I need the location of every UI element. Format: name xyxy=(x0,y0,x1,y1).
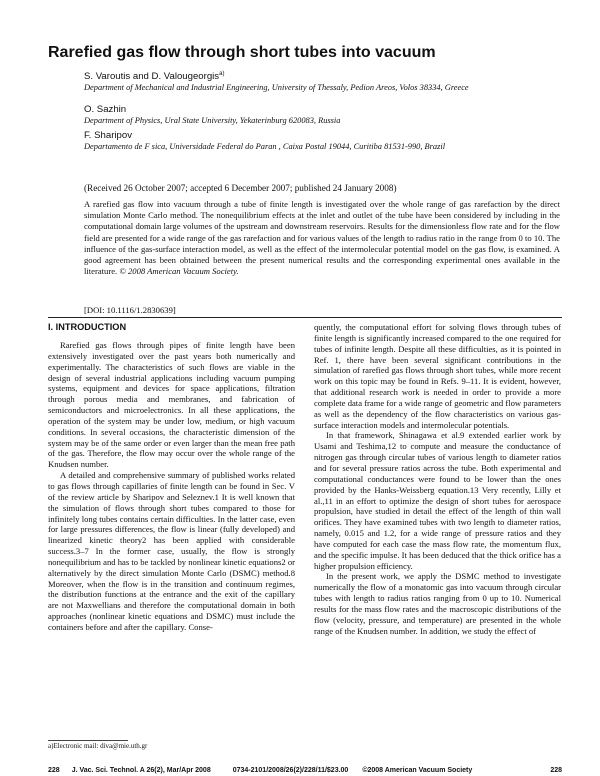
header-rule xyxy=(48,317,562,318)
section-heading: I. INTRODUCTION xyxy=(48,322,127,332)
paragraph: quently, the computational effort for solving flows through tubes of finite length is significantly increased compared to the one required for tubes of infinite length. Despite all these difficulties, as it is pointed in Ref. 1, there have been several significant contributions in the simulation of rarefied gas flows through short tubes, while more recent work on this topic may be found in Refs. 9–11. It is evident, however, that additional research work is needed in order to provide a more complete data frame for a wide range of geometric and flow parameters as well as the dependency of the flow characteristics on various gas-surface interaction models and intermolecular potentials. xyxy=(314,322,561,430)
paragraph: In the present work, we apply the DSMC method to investigate numerically the flow of a monatomic gas into vacuum through circular tubes with length to radius ratios ranging from 0 up to 10. Numerical results for the mass flow rates and the macroscopic distributions of the flow (velocity, pressure, and temperature) are presented in the whole range of the Knudsen number. In addition, we study the effect of xyxy=(314,571,561,636)
footnote-rule xyxy=(48,740,128,741)
author-footnote-mark: a) xyxy=(219,71,225,77)
footnote: a)Electronic mail: diva@mie.uth.gr xyxy=(48,742,148,750)
article-code: 0734-2101/2008/26(2)/228/11/$23.00 xyxy=(232,767,349,774)
publication-dates: (Received 26 October 2007; accepted 6 December 2007; published 24 January 2008) xyxy=(84,183,397,193)
page-footer xyxy=(48,767,562,774)
paper-title: Rarefied gas flow through short tubes into vacuum xyxy=(48,44,436,61)
paragraph: A detailed and comprehensive summary of published works related to gas flows through capillaries of finite length can be found in Sec. V of the review article by Sharipov and Seleznev.1 It is well known that the simulation of flows through short tubes compared to those for infinitely long tubes contains certain difficulties. In the latter case, even for large pressures differences, the flow is linear (fully developed) and linearized kinetic theory2 has been applied with considerable success.3–7 In the former case, usually, the flow is strongly nonequilibrium and has to be tackled by nonlinear kinetic equations2 or alternatively by the direct simulation Monte Carlo (DSMC) method.8 Moreover, when the flow is in the transition and continuum regimes, the distribution functions at the entrance and the exit of the capillary are not Maxwellians and therefore the computational domain in both approaches (nonlinear kinetic equations and DSMC) must include the containers before and after the capillary. Conse- xyxy=(48,470,295,632)
page-number-right: 228 xyxy=(550,767,562,774)
author-block-3 xyxy=(84,130,560,153)
author-affiliation: Departamento de F sica, Universidade Federal do Paran , Caixa Postal 19044, Curitiba 81531-990, Brazil xyxy=(84,142,446,151)
author-names: F. Sharipov xyxy=(84,130,132,141)
author-names: S. Varoutis and D. Valougeorgis xyxy=(84,71,220,83)
author-affiliation: Department of Mechanical and Industrial Engineering, University of Thessaly, Pedion Areos, Volos 38334, Greece xyxy=(84,83,469,93)
abstract-text: A rarefied gas flow into vacuum through a tube of finite length is investigated over the whole range of gas rarefaction by the direct simulation Monte Carlo method. The nonequilibrium effects at the inlet and outlet of the tube have been considered by including in the computational domain large volumes of the upstream and downstream reservoirs. Results for the dimensionless flow rate and for the flow field are presented for a wide range of the gas rarefaction and for various values of the length to radius ratio in the range from 0 to 10. The influence of the gas-surface interaction model, as well as the effect of the intermolecular potential model on the gas flow, is examined. A good agreement has been obtained between the present numerical results and the corresponding experimental ones available in the literature. xyxy=(84,199,560,277)
paragraph: Rarefied gas flows through pipes of finite length have been extensively investigated over the past years both numerically and experimentally. The characteristics of such flows are viable in the design of several industrial applications including vacuum pumping systems, equipment and devices for space applications, filtration through porous media and membranes, and fabrication of semiconductors and microelectronics. In all these applications, the operation of the system may be under low, medium, or high vacuum conditions. In several occasions, the characteristic dimension of the system may be of the same order or even larger than the mean free path of the gas. Therefore, the flow may occur over the whole range of the Knudsen number. xyxy=(48,340,295,470)
society-copyright: ©2008 American Vacuum Society xyxy=(362,767,473,774)
author-block-1 xyxy=(84,68,560,94)
copyright-notice: © 2008 American Vacuum Society. xyxy=(119,266,239,277)
abstract xyxy=(84,199,560,277)
right-column xyxy=(314,322,561,636)
doi: [DOI: 10.1116/1.2830639] xyxy=(84,305,176,315)
author-affiliation: Department of Physics, Ural State University, Yekaterinburg 620083, Russia xyxy=(84,116,341,125)
author-names: O. Sazhin xyxy=(84,104,127,115)
journal-citation: J. Vac. Sci. Technol. A 26(2), Mar/Apr 2008 xyxy=(71,767,211,774)
author-block-2 xyxy=(84,104,560,127)
page-number-left: 228 xyxy=(48,767,60,774)
left-column xyxy=(48,340,295,633)
paragraph: In that framework, Shinagawa et al.9 extended earlier work by Usami and Teshima,12 to compute and measure the conductance of nitrogen gas through circular tubes of various length to diameter ratios and for several pressure ratios across the tube. Both experimental and computational conductances were found to be lower than the ones provided by the Hanks-Weissberg equation.13 Very recently, Lilly et al.,11 in an effort to optimize the design of short tubes for aerospace propulsion, have studied in detail the effect of the length of thin wall orifices. They have examined tubes with two length to diameter ratios, namely, 0.015 and 1.2, for a wide range of pressure ratios and they have computed for each case the mass flow rate, the momentum flux, and the specific impulse. It has been deduced that the thick orifice has a higher propulsion efficiency. xyxy=(314,430,561,571)
